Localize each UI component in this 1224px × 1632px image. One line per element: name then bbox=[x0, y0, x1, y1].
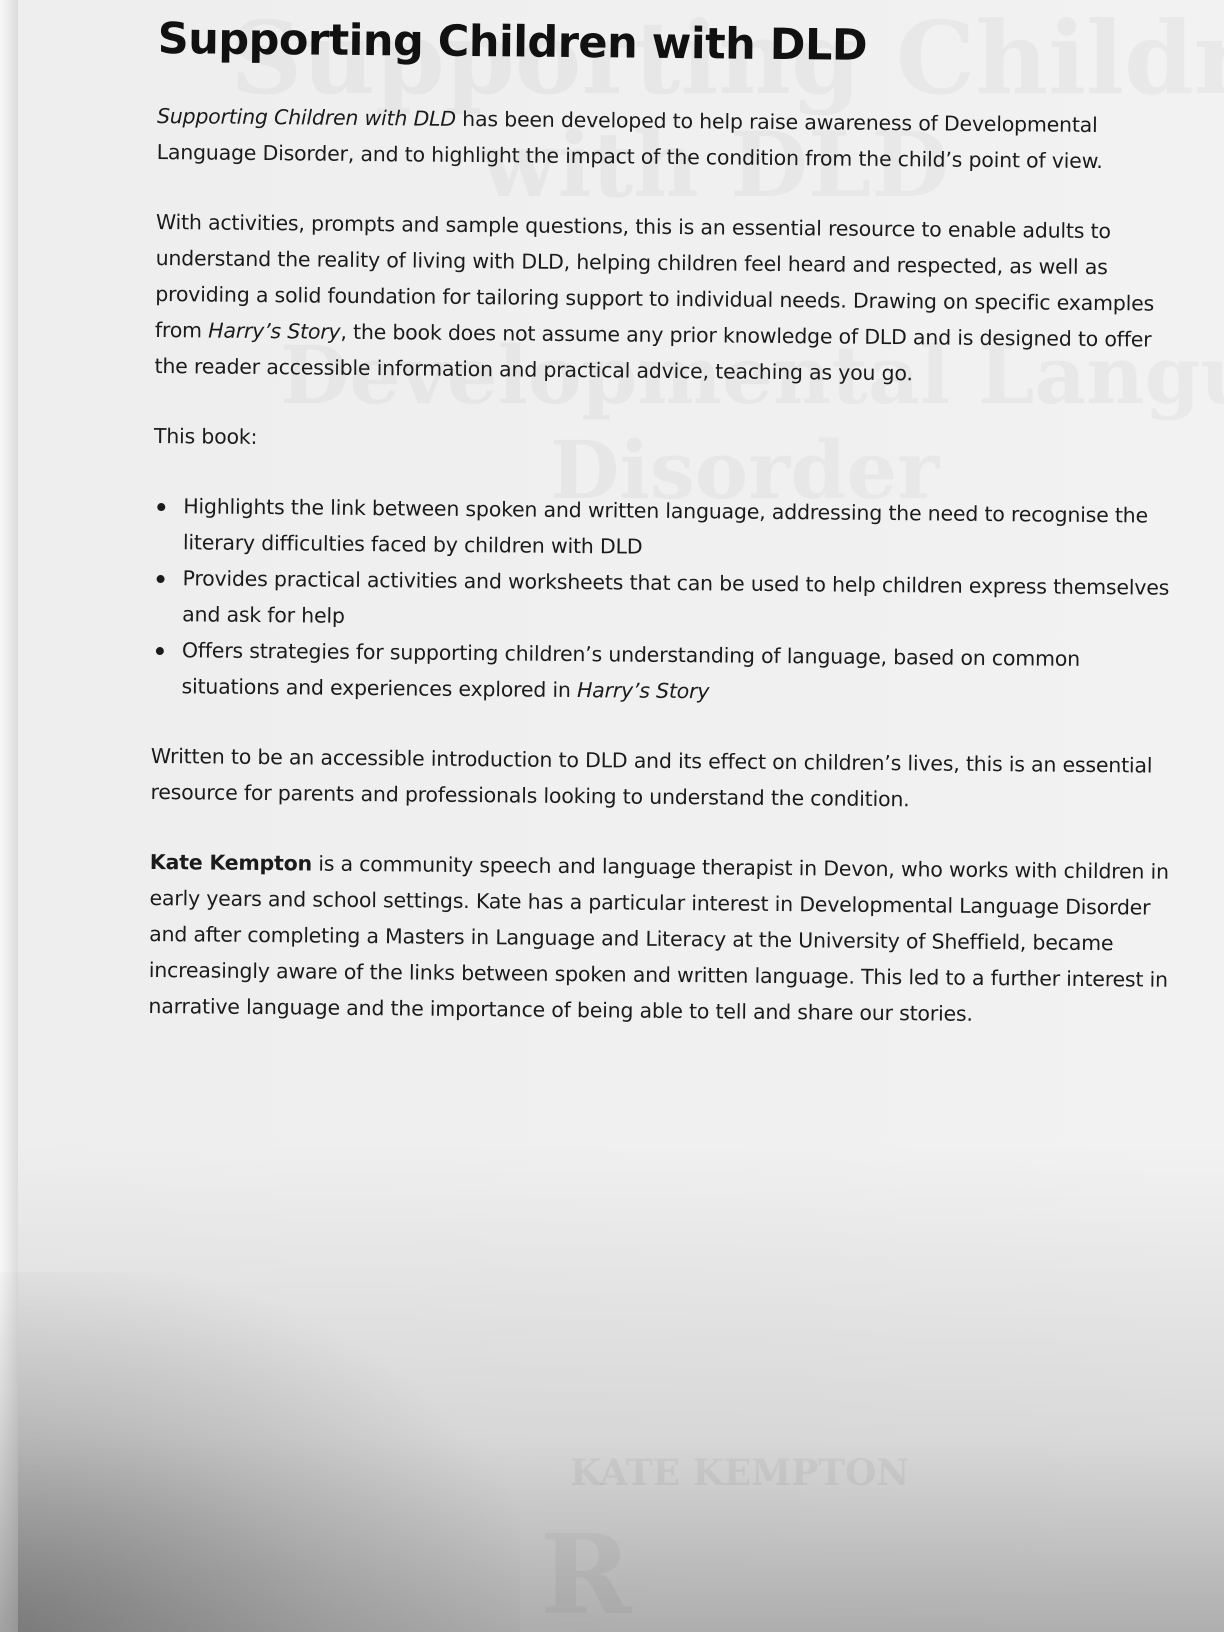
author-name: Kate Kempton bbox=[149, 849, 313, 876]
list-item-text: Highlights the link between spoken and written language, addressing the need to recognise the literary difficulties faced by children with DLD bbox=[182, 494, 1149, 559]
show-through-text: KATE KEMPTON bbox=[570, 1452, 910, 1494]
show-through-text bbox=[540, 1520, 631, 1630]
bullet-icon bbox=[156, 647, 164, 655]
intro-paragraph bbox=[157, 98, 1178, 180]
page-title: Supporting Children with DLD bbox=[157, 14, 868, 71]
this-book-label: This book: bbox=[153, 423, 258, 449]
description-paragraph bbox=[154, 204, 1176, 394]
blurb-content bbox=[148, 14, 1178, 1068]
list-item-text: Provides practical activities and worksheets that can be used to help children express themselves and ask for help bbox=[182, 566, 1170, 628]
list-item bbox=[181, 632, 1172, 713]
author-bio bbox=[148, 844, 1170, 1034]
bullet-icon bbox=[157, 575, 165, 583]
intro-book-title: Supporting Children with DLD bbox=[156, 103, 457, 131]
list-item-story-title: Harry’s Story bbox=[576, 678, 710, 704]
author-bio-text: is a community speech and language therapist in Devon, who works with children in early years and school settings. Kate has a particular interest in Developmental Language Disorder and after completing a Masters in Language and Literacy at the University of Sheffield, became increasingly aware of the links between spoken and written language. This led to a further interest in narrative language and the importance of being able to tell and share our stories. bbox=[148, 851, 1169, 1026]
list-item bbox=[182, 560, 1173, 641]
list-item bbox=[183, 488, 1174, 569]
description-story-title: Harry’s Story bbox=[208, 318, 341, 344]
photo-shadow bbox=[0, 1272, 520, 1632]
bullet-icon bbox=[157, 503, 165, 511]
closing-paragraph: Written to be an accessible introduction to DLD and its effect on children’s lives, this is an essential resource for parents and professionals looking to understand the condition. bbox=[150, 743, 1153, 812]
feature-list bbox=[151, 488, 1173, 714]
description-text-2: , the book does not assume any prior knowledge of DLD and is designed to offer the reader accessible information and practical advice, teaching as you go. bbox=[154, 319, 1152, 386]
intro-text: has been developed to help raise awareness of Developmental Language Disorder, and to highlight the impact of the condition from the child’s point of view. bbox=[156, 106, 1103, 174]
list-item-text: Offers strategies for supporting children’s understanding of language, based on common situations and experiences explored in bbox=[181, 638, 1081, 703]
description-text-1: With activities, prompts and sample questions, this is an essential resource to enable adults to understand the reality of living with DLD, helping children feel heard and respected, as well as providing a solid foundation for tailoring support to individual needs. Drawing on specific examples from bbox=[154, 209, 1155, 343]
